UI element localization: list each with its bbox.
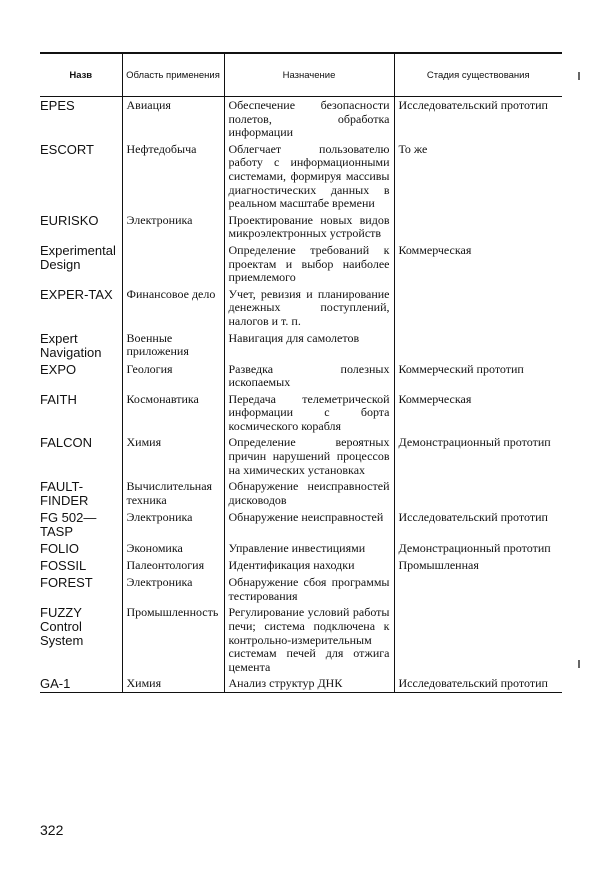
table-cell-stage: Коммерческая — [394, 242, 562, 286]
table-row — [40, 540, 562, 557]
scan-mark — [578, 72, 580, 80]
table-cell-area: Вычислительная техника — [122, 478, 224, 509]
header-area: Область применения — [122, 53, 224, 97]
table-cell-name: FALCON — [40, 435, 93, 451]
table-cell-name: FAULT-FINDER — [40, 479, 89, 509]
table-cell-name: FAITH — [40, 391, 77, 407]
table-body — [40, 97, 562, 693]
table-cell-stage: Коммерческий прототип — [394, 361, 562, 391]
table-cell-stage — [394, 478, 562, 509]
table-row — [40, 557, 562, 574]
table-cell-area — [122, 242, 224, 286]
table-cell-purpose: Управление инвестициями — [224, 540, 394, 557]
table-cell-area: Авиация — [122, 97, 224, 141]
table-cell-name: FOSSIL — [40, 558, 87, 574]
table-cell-stage: Коммерческая — [394, 391, 562, 435]
table-cell-stage: Исследовательский прототип — [394, 675, 562, 693]
table-cell-purpose: Разведка полезных ископаемых — [224, 361, 394, 391]
table-row — [40, 391, 562, 435]
table-cell-name: EURISKO — [40, 212, 99, 228]
table-cell-purpose: Обнаружение неисправностей дисководов — [224, 478, 394, 509]
table-cell-area: Финансовое дело — [122, 286, 224, 330]
table-cell-name: FOREST — [40, 575, 93, 591]
table-cell-area: Химия — [122, 434, 224, 478]
table-cell-area: Электроника — [122, 574, 224, 604]
table-row — [40, 141, 562, 212]
table-header-row — [40, 53, 562, 97]
table-cell-stage: Исследовательский прототип — [394, 97, 562, 141]
table-cell-purpose: Обеспечение безопасности полетов, обработка информации — [224, 97, 394, 141]
table-cell-purpose: Обнаружение сбоя программы тестирования — [224, 574, 394, 604]
table-cell-area: Космонавтика — [122, 391, 224, 435]
table-cell-area: Электроника — [122, 509, 224, 540]
header-name: Назв — [40, 53, 122, 97]
table-cell-stage: Промышленная — [394, 557, 562, 574]
table-cell-purpose: Анализ структур ДНК — [224, 675, 394, 693]
table-cell-stage — [394, 604, 562, 675]
table-cell-purpose: Идентификация находки — [224, 557, 394, 574]
table-cell-area: Химия — [122, 675, 224, 693]
table-cell-name: Experimental Design — [40, 242, 116, 272]
table-cell-name: ESCORT — [40, 141, 94, 157]
table-row — [40, 604, 562, 675]
scan-mark — [578, 660, 580, 668]
table-row — [40, 242, 562, 286]
table-cell-name: FOLIO — [40, 541, 80, 557]
table-cell-area: Промышленность — [122, 604, 224, 675]
table-cell-stage — [394, 286, 562, 330]
page-content — [40, 52, 580, 693]
table-row — [40, 478, 562, 509]
table-cell-name: GA-1 — [40, 675, 122, 693]
table-cell-area: Экономика — [122, 540, 224, 557]
table-cell-area: Геология — [122, 361, 224, 391]
table-cell-stage — [394, 212, 562, 242]
table-cell-purpose: Учет, ревизия и планирование денежных поступлений, налогов и т. п. — [224, 286, 394, 330]
table-cell-name: FG 502—TASP — [40, 510, 97, 540]
table-cell-purpose: Обнаружение неисправностей — [224, 509, 394, 540]
table-cell-stage: Исследовательский прототип — [394, 509, 562, 540]
table-cell-name: FUZZY Control System — [40, 605, 84, 649]
table-row — [40, 675, 562, 693]
table-cell-name: EXPER-TAX — [40, 286, 113, 302]
header-stage: Стадия существования — [394, 53, 562, 97]
page-number: 322 — [40, 822, 64, 838]
table-row — [40, 434, 562, 478]
table-cell-name: Expert Navigation — [40, 330, 102, 360]
table-cell-purpose: Регулирование условий работы печи; система подключена к контрольно-измерительным системам печей для отжига цемента — [224, 604, 394, 675]
table-row — [40, 574, 562, 604]
header-purpose: Назначение — [224, 53, 394, 97]
table-row — [40, 212, 562, 242]
table-cell-purpose: Облегчает пользователю работу с информационными системами, формируя массивы диагностических данных в реальном масштабе времени — [224, 141, 394, 212]
table-cell-stage: То же — [394, 141, 562, 212]
table-row — [40, 361, 562, 391]
table-cell-purpose: Определение требований к проектам и выбор наиболее приемлемого — [224, 242, 394, 286]
table-cell-name: EPES — [40, 98, 75, 113]
table-cell-stage: Демонстрационный прототип — [394, 540, 562, 557]
table-cell-name: EXPO — [40, 361, 77, 377]
table-cell-area: Электроника — [122, 212, 224, 242]
table-cell-stage — [394, 330, 562, 361]
table-row — [40, 330, 562, 361]
table-cell-stage: Демонстрационный прототип — [394, 434, 562, 478]
table-cell-area: Военные приложения — [122, 330, 224, 361]
expert-systems-table — [40, 52, 562, 693]
table-cell-purpose: Определение вероятных причин нарушений процессов на химических установках — [224, 434, 394, 478]
table-cell-area: Нефтедобыча — [122, 141, 224, 212]
table-row — [40, 286, 562, 330]
table-cell-purpose: Проектирование новых видов микроэлектронных устройств — [224, 212, 394, 242]
table-cell-purpose: Передача телеметрической информации с борта космического корабля — [224, 391, 394, 435]
table-cell-stage — [394, 574, 562, 604]
table-cell-purpose: Навигация для самолетов — [224, 330, 394, 361]
table-row — [40, 97, 562, 141]
table-row — [40, 509, 562, 540]
table-cell-area: Палеонтология — [122, 557, 224, 574]
